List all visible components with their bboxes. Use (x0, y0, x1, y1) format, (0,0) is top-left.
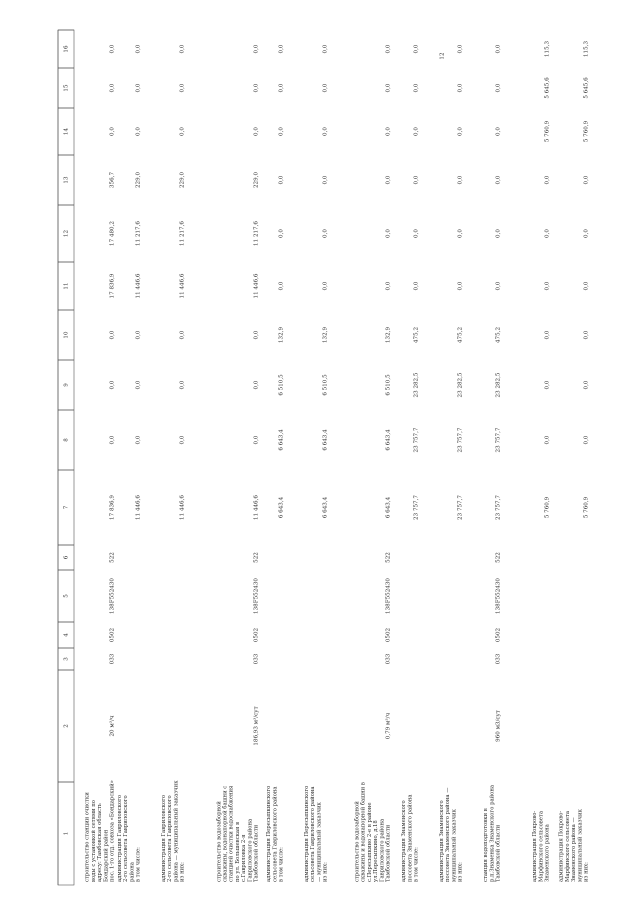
row-description-line: из них: (457, 862, 464, 882)
column-number: 2 (63, 724, 70, 728)
table-row (439, 44, 464, 882)
cell-col-12: 11 217,6 (253, 221, 260, 246)
row-description-line: поссовета Знаменского района (407, 794, 414, 882)
column-number: 15 (63, 84, 70, 92)
column-number: 3 (63, 657, 70, 661)
cell-col-13: 0,0 (385, 175, 392, 185)
cell-col-9: 23 282,5 (457, 372, 464, 398)
table-row (483, 44, 501, 882)
cell-col-6: 522 (253, 552, 260, 563)
cell-col-7: 23 757,7 (413, 495, 420, 520)
row-description-line: сельсовета Гавриловского района (272, 786, 279, 882)
cell-col-9: 0,0 (135, 380, 142, 390)
cell-col-9: 23 282,5 (495, 372, 502, 398)
row-description-line: с.Гавриловка 2-я (241, 834, 248, 882)
cell-col-11: 0,0 (385, 281, 392, 291)
row-description-line: с.Пересыпкино 2-е в районе (366, 802, 373, 882)
row-description-line: скважины и водонапорной башни в (360, 782, 367, 882)
cell-col-9: 6 510,5 (322, 374, 329, 396)
row-description-line: в том числе: (413, 847, 420, 882)
cell-col-10: 0,0 (583, 330, 590, 340)
cell-col-11: 0,0 (413, 281, 420, 291)
table-row (354, 44, 392, 882)
cell-col-8: 0,0 (179, 435, 186, 445)
cell-col-14: 0,0 (253, 127, 260, 136)
cell-col-11: 17 836,9 (109, 273, 116, 299)
cell-col-12: 0,0 (457, 229, 464, 238)
row-description-line: Марфинского сельсовета (564, 810, 571, 882)
cell-col-7: 11 446,6 (135, 495, 142, 520)
cell-col-5: 138F552430 (253, 578, 260, 614)
cell-col-10: 0,0 (135, 330, 142, 340)
table-row (304, 44, 329, 882)
row-description-line: администрация Покрово- (532, 810, 539, 882)
column-number: 10 (63, 331, 70, 339)
table-row (401, 44, 419, 882)
cell-col-11: 11 446,6 (179, 273, 186, 299)
page-number: 12 (439, 52, 446, 60)
cell-col-14: 5 760,9 (583, 120, 590, 143)
row-description-line: района (129, 862, 136, 882)
table-row (215, 44, 259, 882)
row-description-line: из них: (322, 862, 329, 882)
cell-col-8: 6 643,4 (385, 429, 392, 451)
column-number: 4 (63, 633, 70, 637)
cell-col-15: 0,0 (109, 83, 116, 93)
cell-col-10: 132,9 (385, 326, 392, 344)
cell-col-11: 0,0 (278, 281, 285, 291)
cell-col-10: 475,2 (457, 326, 464, 344)
cell-col-15: 0,0 (278, 83, 285, 93)
row-description-line: района — муниципальный заказчик (173, 780, 180, 882)
column-number: 7 (63, 505, 70, 510)
row-description-line: пос. 1-го отд. совхоза «Бондарский» (109, 780, 116, 882)
table-row (532, 41, 550, 882)
column-number: 11 (63, 282, 70, 290)
cell-col-12: 11 217,6 (135, 221, 142, 246)
column-number: 5 (63, 594, 70, 598)
cell-col-7: 11 446,6 (253, 495, 260, 520)
cell-col-14: 0,0 (457, 127, 464, 136)
cell-col-9: 0,0 (109, 380, 116, 390)
cell-col-13: 0,0 (583, 175, 590, 185)
row-description-line: в том числе: (135, 847, 142, 882)
cell-col-12: 0,0 (413, 229, 420, 238)
cell-col-13: 0,0 (322, 175, 329, 185)
row-description-line: воды с установкой сетями по (90, 800, 97, 882)
cell-col-7: 5 760,9 (544, 496, 551, 519)
cell-col-4: 0502 (253, 627, 260, 643)
row-description-line: Гавриловского района (379, 818, 386, 882)
cell-col-7: 17 836,9 (109, 495, 116, 520)
cell-col-8: 23 757,7 (413, 427, 420, 453)
column-number: 6 (63, 555, 70, 560)
cell-col-13: 0,0 (457, 175, 464, 185)
cell-col-14: 5 760,9 (544, 120, 551, 143)
row-description-line: 2-го сельсовета Гавриловского (123, 795, 130, 882)
cell-col-14: 0,0 (179, 127, 186, 136)
cell-col-16: 0,0 (322, 44, 329, 54)
cell-col-6: 522 (385, 552, 392, 563)
row-description-line: Тамбовской области (253, 824, 260, 882)
cell-col-12: 0,0 (495, 229, 502, 238)
cell-col-10: 475,2 (413, 326, 420, 344)
cell-col-3: 033 (385, 653, 392, 665)
row-description-line: — муниципальный заказчик (316, 802, 323, 882)
row-description-line: станцией очистки водоснабжения (228, 785, 235, 882)
table-grid (58, 30, 74, 885)
cell-col-2: 960 м3/сут (495, 710, 502, 742)
column-number-header (64, 45, 70, 835)
table-rows (85, 41, 590, 882)
cell-col-8: 23 757,7 (495, 427, 502, 453)
cell-col-15: 0,0 (457, 83, 464, 93)
cell-col-12: 0,0 (583, 229, 590, 238)
cell-col-13: 0,0 (495, 175, 502, 185)
row-description-line: администрация Пересыпкинского (266, 785, 273, 882)
cell-col-16: 115,3 (583, 40, 590, 58)
cell-col-6: 522 (109, 552, 116, 563)
cell-col-16: 0,0 (457, 44, 464, 54)
cell-col-14: 0,0 (109, 127, 116, 136)
cell-col-8: 0,0 (253, 435, 260, 445)
cell-col-8: 23 757,7 (457, 427, 464, 453)
cell-col-13: 229,0 (179, 171, 186, 189)
cell-col-9: 23 282,5 (413, 372, 420, 398)
cell-col-10: 0,0 (179, 330, 186, 340)
cell-col-9: 0,0 (544, 380, 551, 390)
cell-col-9: 6 510,5 (278, 374, 285, 396)
cell-col-14: 0,0 (322, 127, 329, 136)
cell-col-2: 20 м³/ч (109, 715, 116, 737)
cell-col-16: 0,0 (278, 44, 285, 54)
cell-col-11: 11 446,6 (253, 273, 260, 299)
cell-col-7: 23 757,7 (495, 495, 502, 520)
row-description-line: Тамбовской области (385, 824, 392, 882)
cell-col-16: 0,0 (109, 44, 116, 54)
cell-col-8: 0,0 (135, 435, 142, 445)
cell-col-10: 132,9 (322, 326, 329, 344)
cell-col-10: 0,0 (109, 330, 116, 340)
cell-col-2: 186,93 м³/сут (253, 706, 260, 746)
row-description-line: Бондарский район (103, 829, 110, 882)
table-row (161, 44, 186, 882)
cell-col-14: 0,0 (385, 127, 392, 136)
cell-col-8: 0,0 (109, 435, 116, 445)
cell-col-3: 033 (495, 653, 502, 665)
cell-col-7: 11 446,6 (179, 495, 186, 520)
row-description-line: Марфинского сельсовета (538, 810, 545, 882)
cell-col-15: 0,0 (495, 83, 502, 93)
row-description-line: администрация Гавриловского (160, 794, 167, 882)
cell-col-16: 0,0 (495, 44, 502, 54)
column-number: 14 (63, 127, 70, 136)
cell-col-16: 0,0 (385, 44, 392, 54)
column-number: 16 (63, 45, 70, 53)
row-description-line: адресу: Тамбовская область (97, 803, 104, 882)
cell-col-11: 0,0 (495, 281, 502, 291)
row-description-line: Тамбовской области (495, 824, 502, 882)
header-band (58, 30, 74, 885)
table-row (266, 44, 284, 882)
cell-col-15: 5 645,6 (583, 77, 590, 99)
row-description-line: администрация Пересыпкинского (303, 785, 310, 882)
cell-col-7: 6 643,4 (385, 496, 392, 519)
cell-col-9: 6 510,5 (385, 374, 392, 396)
cell-col-12: 0,0 (322, 229, 329, 238)
cell-col-6: 522 (495, 552, 502, 563)
cell-col-9: 0,0 (583, 380, 590, 390)
cell-col-15: 0,0 (413, 83, 420, 93)
cell-col-4: 0502 (109, 627, 116, 643)
cell-col-7: 6 643,4 (278, 496, 285, 519)
row-description-line: сельсовета Гавриловского района (310, 786, 317, 882)
cell-col-11: 11 446,6 (135, 273, 142, 299)
table-row (85, 44, 116, 882)
cell-col-9: 0,0 (179, 380, 186, 390)
cell-col-3: 033 (253, 653, 260, 665)
column-number: 8 (63, 438, 70, 442)
cell-col-9: 0,0 (253, 380, 260, 390)
row-description-line: 2-го сельсовета Гавриловского (167, 795, 174, 882)
cell-col-16: 0,0 (253, 44, 260, 54)
cell-col-2: 0,79 м³/ч (385, 712, 392, 740)
column-number: 13 (63, 176, 70, 184)
row-description-line: станция водоподготовки в (483, 808, 490, 882)
cell-col-16: 115,3 (544, 40, 551, 58)
row-description-line: строительство станции очистки (84, 792, 91, 882)
cell-col-14: 0,0 (495, 127, 502, 136)
cell-col-11: 0,0 (322, 281, 329, 291)
cell-col-15: 0,0 (385, 83, 392, 93)
cell-col-11: 0,0 (544, 281, 551, 291)
cell-col-16: 0,0 (135, 44, 142, 54)
cell-col-10: 0,0 (544, 330, 551, 340)
row-description-line: администрация Покрово- (558, 810, 565, 882)
cell-col-16: 0,0 (413, 44, 420, 54)
cell-col-13: 0,0 (413, 175, 420, 185)
cell-col-13: 229,0 (135, 171, 142, 189)
cell-col-7: 5 760,9 (583, 496, 590, 519)
cell-col-15: 5 645,6 (544, 77, 551, 99)
column-number: 1 (63, 831, 70, 836)
cell-col-13: 0,0 (544, 175, 551, 185)
cell-col-8: 6 643,4 (322, 429, 329, 451)
table-row (559, 41, 590, 882)
row-description-line: администрация Знаменского (438, 800, 445, 882)
cell-col-12: 0,0 (385, 229, 392, 238)
row-description-line: Знаменского района (544, 824, 551, 882)
row-description-line: администрация Знаменского (401, 800, 408, 882)
cell-col-14: 0,0 (413, 127, 420, 136)
cell-col-4: 0502 (385, 627, 392, 643)
cell-col-12: 0,0 (278, 229, 285, 238)
row-description-line: р.п.Знаменка Знаменского района (489, 784, 496, 882)
cell-col-5: 138F552430 (495, 578, 502, 614)
cell-col-11: 0,0 (457, 281, 464, 291)
cell-col-5: 138F552430 (109, 578, 116, 614)
row-description-line: из них: (179, 862, 186, 882)
cell-col-8: 6 643,4 (278, 429, 285, 451)
row-description-line: строительство водозаборной (354, 801, 361, 882)
cell-col-3: 033 (109, 653, 116, 665)
cell-col-12: 11 217,6 (179, 221, 186, 246)
cell-col-14: 0,0 (278, 127, 285, 136)
cell-col-10: 475,2 (495, 326, 502, 344)
row-description-line: в том числе: (278, 847, 285, 882)
cell-col-13: 229,0 (253, 171, 260, 189)
cell-col-10: 0,0 (253, 330, 260, 340)
cell-col-7: 23 757,7 (457, 495, 464, 520)
cell-col-15: 0,0 (135, 83, 142, 93)
column-number: 12 (63, 229, 70, 238)
row-description-line: ул.Пересыпкино, д.18 (373, 820, 380, 882)
row-description-line: муниципальный заказчик (451, 809, 458, 882)
cell-col-15: 0,0 (322, 83, 329, 93)
cell-col-15: 0,0 (253, 83, 260, 93)
cell-col-11: 0,0 (583, 281, 590, 291)
row-description-line: по ул. Большевская в (234, 821, 241, 882)
cell-col-15: 0,0 (179, 83, 186, 93)
row-description-line: администрация Гавриловского (116, 794, 123, 882)
cell-col-7: 6 643,4 (322, 496, 329, 519)
cell-col-8: 0,0 (583, 435, 590, 445)
row-description-line: строительство водозаборной (216, 801, 223, 882)
cell-col-13: 0,0 (278, 175, 285, 185)
cell-col-5: 138F552430 (385, 578, 392, 614)
row-description-line: поссовета Знаменского района — (445, 787, 452, 882)
row-description-line: Гавриловского района (247, 818, 254, 882)
row-description-line: скважины, водонапорной башни с (222, 785, 229, 882)
cell-col-8: 0,0 (544, 435, 551, 445)
cell-col-14: 0,0 (135, 127, 142, 136)
table-row (117, 44, 142, 882)
column-number: 9 (63, 383, 70, 387)
cell-col-12: 0,0 (544, 229, 551, 238)
cell-col-16: 0,0 (179, 44, 186, 54)
cell-col-13: 356,7 (109, 171, 116, 189)
cell-col-10: 132,9 (278, 326, 285, 344)
row-description-line: Знаменского района — (571, 817, 578, 882)
row-description-line: из них: (583, 862, 590, 882)
cell-col-12: 17 480,2 (109, 221, 116, 246)
cell-col-4: 0502 (495, 627, 502, 643)
row-description-line: муниципальный заказчик (577, 809, 584, 882)
